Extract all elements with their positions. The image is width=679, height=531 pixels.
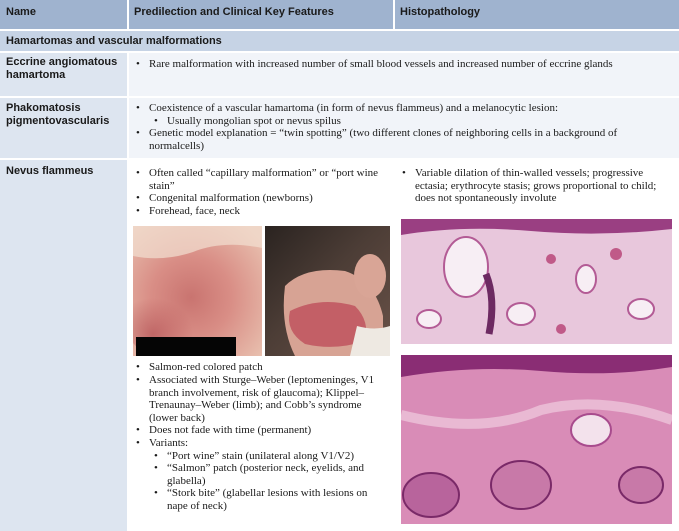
row-name-nevus-flammeus: Nevus flammeus — [0, 159, 128, 531]
list-item: • Variable dilation of thin-walled vessels; progressive ectasia; erythrocyte stasis; grows proportional to child; does not spontaneously involute — [400, 167, 673, 205]
header-features: Predilection and Clinical Key Features — [128, 0, 394, 30]
section-title: Hamartomas and vascular malformations — [0, 30, 679, 52]
list-item: • Does not fade with time (permanent) — [134, 424, 388, 437]
row-name-phakomatosis: Phakomatosis pigmentovascularis — [0, 97, 128, 159]
list-item: • Variants: — [134, 437, 388, 450]
list-item: • Associated with Sturge–Weber (leptomeninges, V1 branch involvement, risk of glaucoma); Klippel–Trenaunay–Weber (limb); and Cobb’s syndrome (lower back) — [134, 374, 388, 424]
histology-image-1 — [401, 219, 672, 344]
list-item: • “Salmon” patch (posterior neck, eyelids, and glabella) — [152, 462, 388, 487]
list-item: • Rare malformation with increased number of small blood vessels and increased number of eccrine glands — [134, 58, 673, 71]
list-item: • Coexistence of a vascular hamartoma (in form of nevus flammeus) and a melanocytic lesion: — [134, 102, 673, 115]
row-features-eccrine — [128, 52, 679, 97]
list-item: • Congenital malformation (newborns) — [134, 192, 388, 205]
divider — [127, 0, 129, 30]
list-item: • “Stork bite” (glabellar lesions with lesions on nape of neck) — [152, 487, 388, 512]
neck-photo-image — [265, 226, 390, 356]
forehead-photo-image — [133, 226, 262, 356]
list-item: • Forehead, face, neck — [134, 205, 388, 218]
clinical-photo-neck — [265, 226, 390, 356]
header-name: Name — [0, 0, 128, 30]
histology-2-image — [401, 355, 672, 524]
list-item: • Usually mongolian spot or nevus spilus — [152, 115, 673, 128]
list-item: • Salmon-red colored patch — [134, 361, 388, 374]
list-item: • Genetic model explanation = “twin spotting” (two different clones of neighboring cells in a background of normalcells) — [134, 127, 673, 152]
row-features-phakomatosis — [128, 97, 679, 159]
divider — [393, 159, 395, 531]
divider — [393, 0, 395, 30]
clinical-photo-forehead — [133, 226, 262, 356]
list-item: • Often called “capillary malformation” or “port wine stain” — [134, 167, 388, 192]
list-item: • “Port wine” stain (unilateral along V1/V2) — [152, 450, 388, 463]
divider — [127, 52, 129, 531]
header-histopathology: Histopathology — [394, 0, 679, 30]
histology-image-2 — [401, 355, 672, 524]
divider — [0, 96, 679, 98]
divider — [0, 29, 679, 31]
divider — [0, 51, 679, 53]
row-name-eccrine: Eccrine angiomatous hamartoma — [0, 52, 128, 97]
divider — [0, 158, 679, 160]
histology-1-image — [401, 219, 672, 344]
